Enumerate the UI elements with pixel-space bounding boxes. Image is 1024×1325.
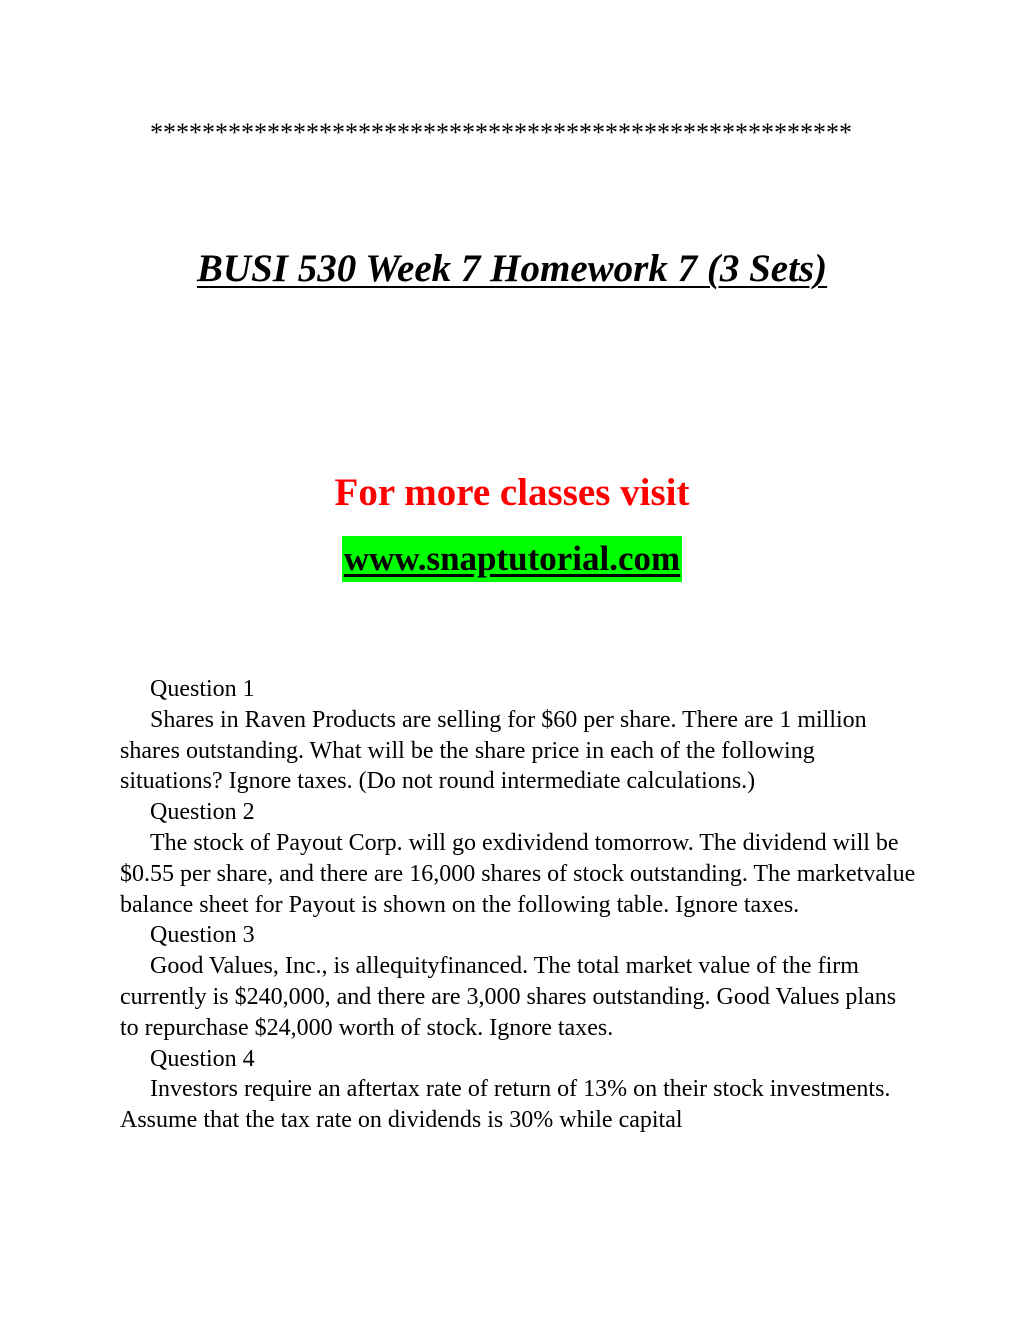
promo-link-container	[0, 536, 1024, 582]
question-heading: Question 3	[150, 922, 255, 949]
question-list	[120, 674, 920, 1136]
page-title: BUSI 530 Week 7 Homework 7 (3 Sets)	[196, 247, 828, 290]
question-body: Good Values, Inc., is allequityfinanced. The total market value of the firm currently is $240,000, and there are 3,000 shares outstanding. Good Values plans to repurchase $24,000 worth of stock. Ignore taxes.	[120, 953, 897, 1041]
question-body: Shares in Raven Products are selling for $60 per share. There are 1 million shares outstanding. What will be the share price in each of the following situations? Ignore taxes. (Do not round intermediate calculations.)	[120, 706, 867, 795]
question-body: The stock of Payout Corp. will go exdividend tomorrow. The dividend will be $0.55 per share, and there are 16,000 shares of stock outstanding. The marketvalue balance sheet for Payout is shown on the following table. Ignore taxes.	[120, 829, 916, 918]
question-heading: Question 2	[150, 799, 255, 826]
question-body: Investors require an aftertax rate of return of 13% on their stock investments. Assume that the tax rate on dividends is 30% while capital	[120, 1076, 891, 1134]
promo-link[interactable]: www.snaptutorial.com	[342, 536, 682, 582]
question-heading: Question 4	[150, 1045, 255, 1072]
question-heading: Question 1	[150, 676, 255, 702]
star-divider: ******************************************************	[150, 118, 852, 147]
promo-heading: For more classes visit	[334, 471, 690, 514]
